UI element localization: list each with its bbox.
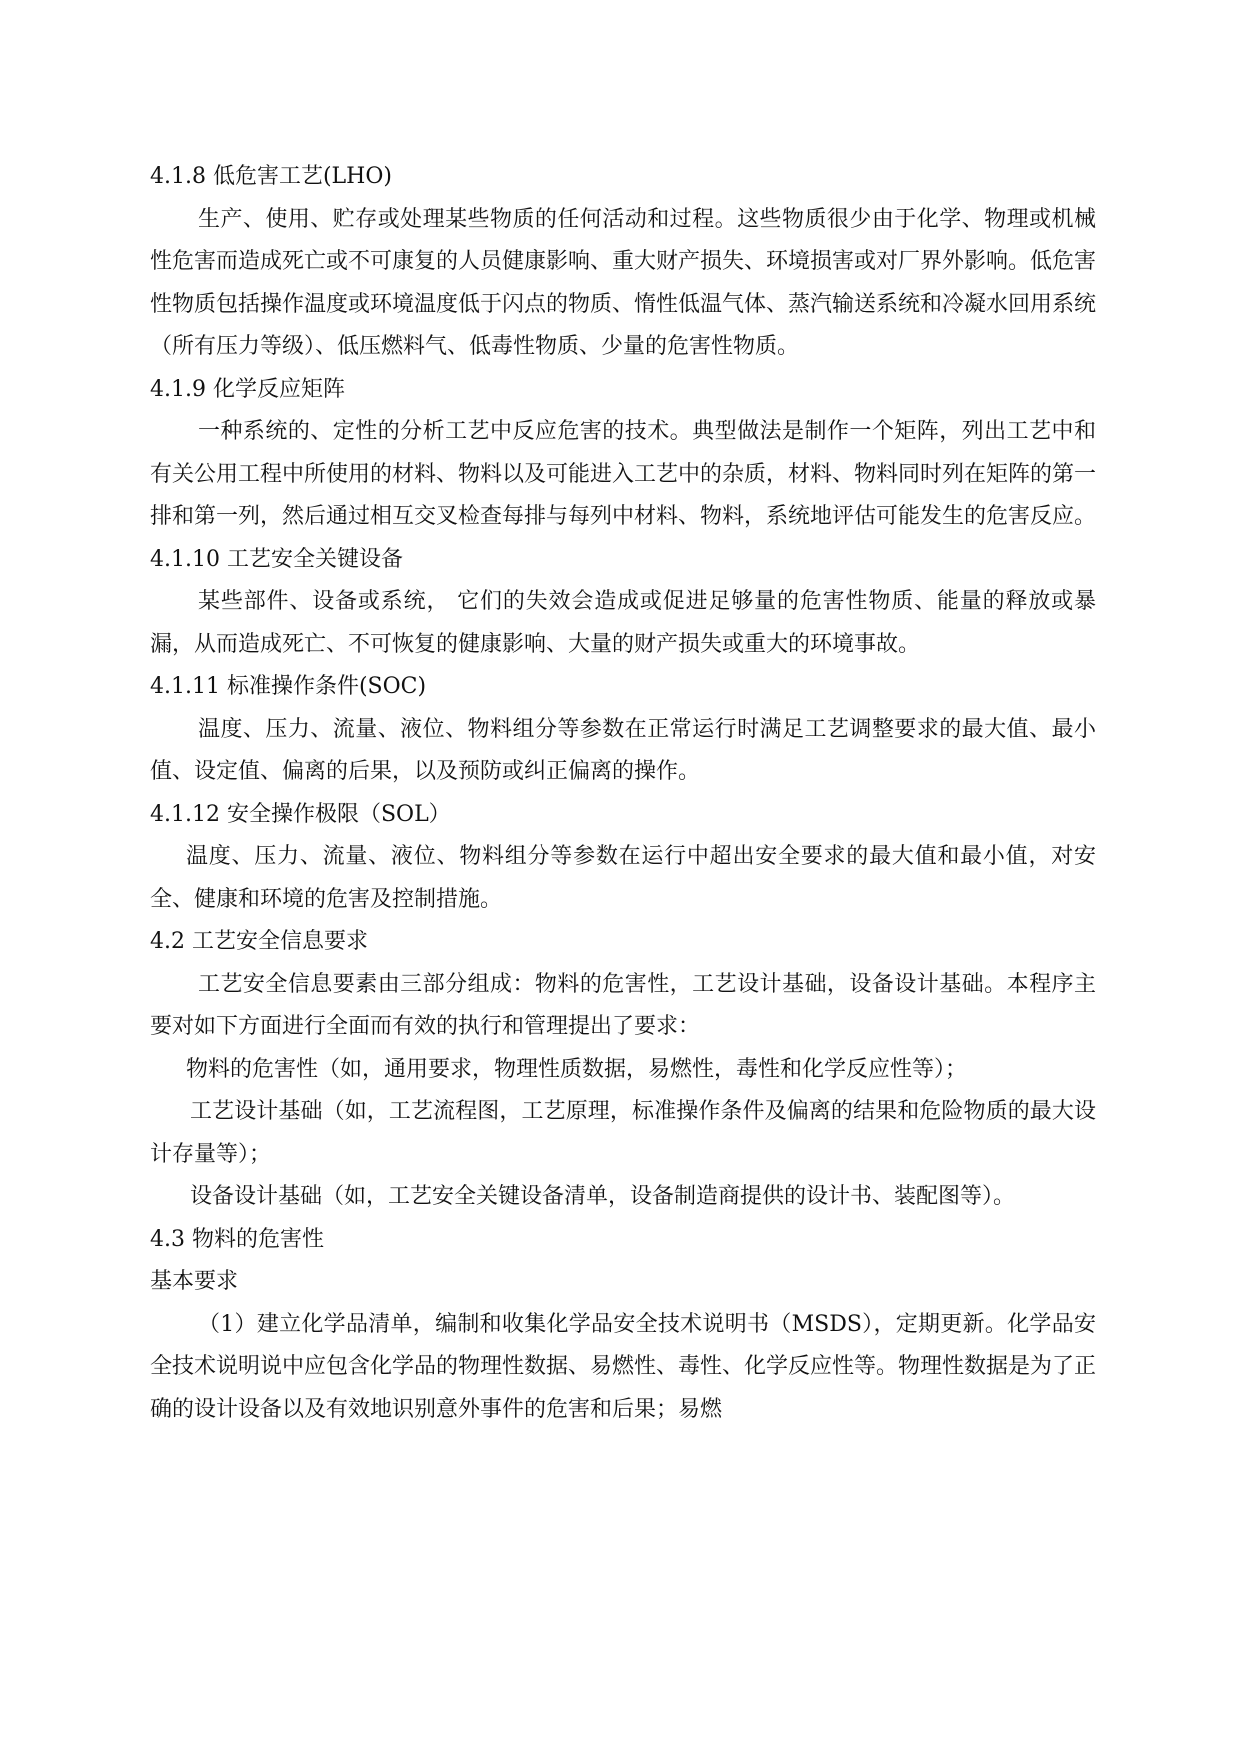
section-heading-4-1-11: 4.1.11 标准操作条件(SOC) — [150, 674, 427, 699]
paragraph-4-2-process-design: 工艺设计基础（如，工艺流程图，工艺原理，标准操作条件及偏离的结果和危险物质的最大设计存量等）； — [150, 1099, 1096, 1167]
paragraph-4-1-11: 温度、压力、流量、液位、物料组分等参数在正常运行时满足工艺调整要求的最大值、最小值、设定值、偏离的后果，以及预防或纠正偏离的操作。 — [150, 716, 1096, 784]
paragraph-4-2-intro: 工艺安全信息要素由三部分组成：物料的危害性，工艺设计基础，设备设计基础。本程序主要对如下方面进行全面而有效的执行和管理提出了要求： — [150, 971, 1096, 1039]
subheading-basic-requirements: 基本要求 — [150, 1269, 239, 1294]
section-heading-4-1-10: 4.1.10 工艺安全关键设备 — [150, 546, 403, 572]
paragraph-basic-requirements-1: （1）建立化学品清单，编制和收集化学品安全技术说明书（MSDS），定期更新。化学品安全技术说明说中应包含化学品的物理性数据、易燃性、毒性、化学反应性等。物理性数据是为了正确的设计设备以及有效地识别意外事件的危害和后果；易燃 — [150, 1311, 1097, 1422]
paragraph-4-1-9: 一种系统的、定性的分析工艺中反应危害的技术。典型做法是制作一个矩阵，列出工艺中和有关公用工程中所使用的材料、物料以及可能进入工艺中的杂质，材料、物料同时列在矩阵的第一排和第一列，然后通过相互交叉检查每排与每列中材料、物料，系统地评估可能发生的危害反应。 — [150, 419, 1097, 529]
paragraph-4-2-equipment-design: 设备设计基础（如，工艺安全关键设备清单，设备制造商提供的设计书、装配图等）。 — [190, 1184, 1016, 1209]
paragraph-4-1-10: 某些部件、设备或系统， 它们的失效会造成或促进足够量的危害性物质、能量的释放或暴漏，从而造成死亡、不可恢复的健康影响、大量的财产损失或重大的环境事故。 — [150, 589, 1096, 657]
paragraph-4-2-material-hazard: 物料的危害性（如，通用要求，物理性质数据，易燃性，毒性和化学反应性等）； — [186, 1056, 968, 1082]
section-heading-4-1-12: 4.1.12 安全操作极限（SOL） — [150, 801, 451, 827]
section-heading-4-2: 4.2 工艺安全信息要求 — [150, 929, 368, 954]
section-heading-4-1-9: 4.1.9 化学反应矩阵 — [150, 376, 345, 402]
section-heading-4-3: 4.3 物料的危害性 — [150, 1226, 324, 1252]
paragraph-4-1-12: 温度、压力、流量、液位、物料组分等参数在运行中超出安全要求的最大值和最小值，对安全、健康和环境的危害及控制措施。 — [150, 844, 1096, 912]
section-heading-4-1-8: 4.1.8 低危害工艺(LHO) — [150, 164, 392, 189]
paragraph-4-1-8: 生产、使用、贮存或处理某些物质的任何活动和过程。这些物质很少由于化学、物理或机械性危害而造成死亡或不可康复的人员健康影响、重大财产损失、环境损害或对厂界外影响。低危害性物质包括操作温度或环境温度低于闪点的物质、惰性低温气体、蒸汽输送系统和冷凝水回用系统（所有压力等级）、低压燃料气、低毒性物质、少量的危害性物质。 — [150, 206, 1097, 359]
document-body — [150, 156, 1096, 1431]
